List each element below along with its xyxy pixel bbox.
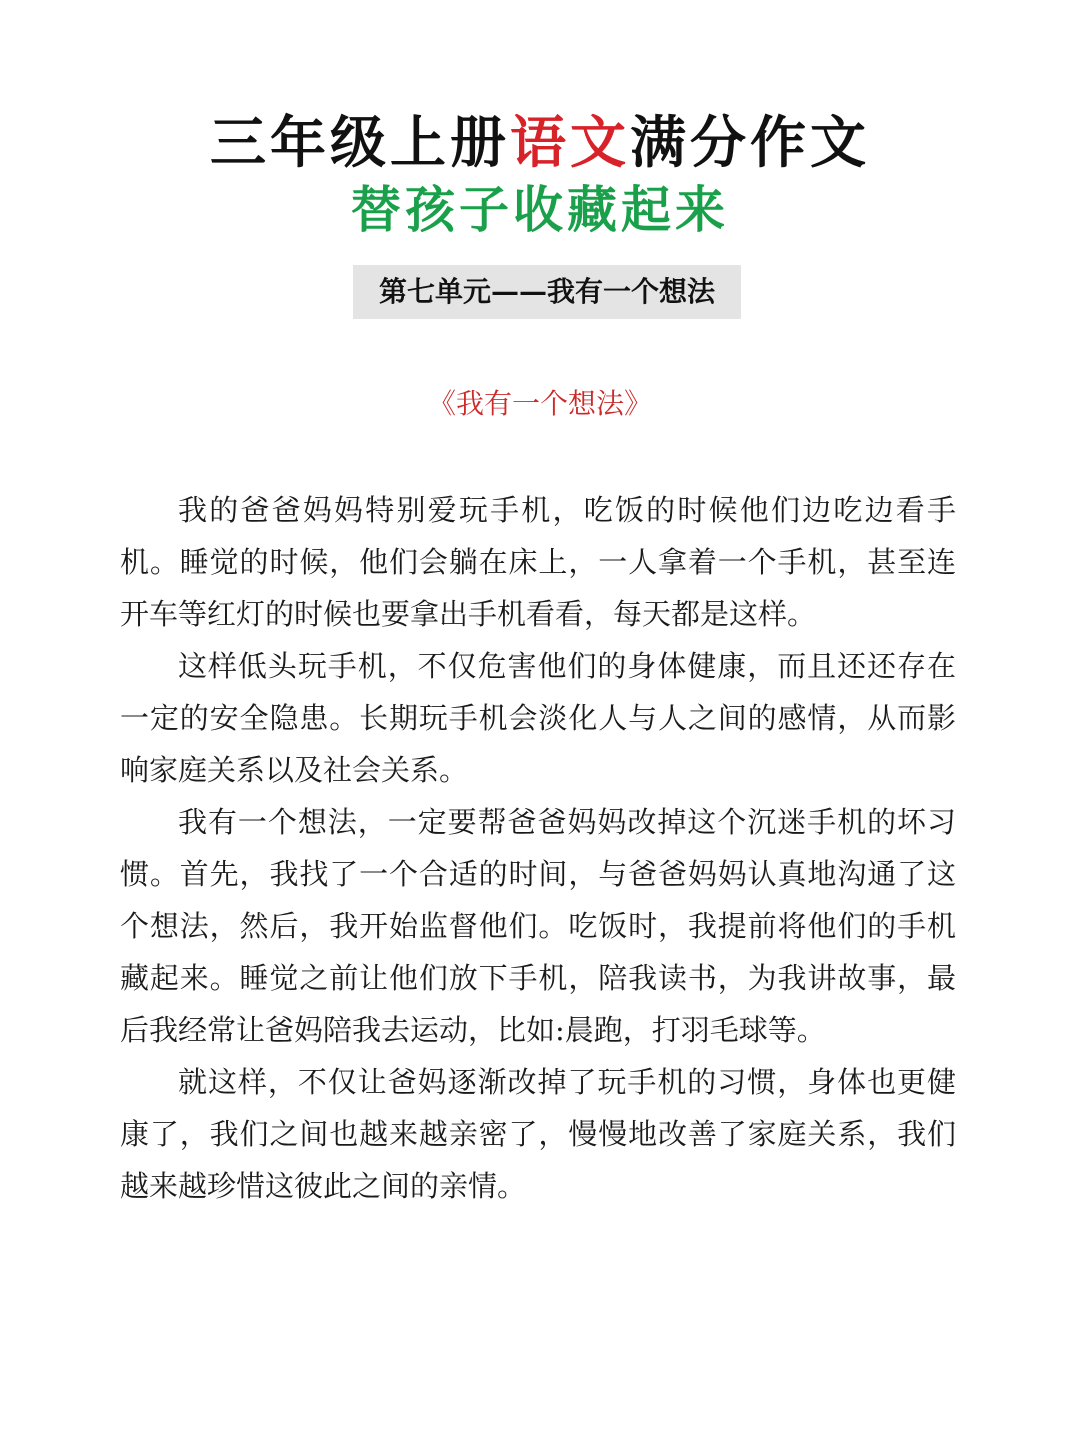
essay-paragraph: 我的爸爸妈妈特别爱玩手机，吃饭的时候他们边吃边看手机。睡觉的时候，他们会躺在床上，一人拿着一个手机，甚至连开车等红灯的时候也要拿出手机看看，每天都是这样。: [120, 493, 956, 631]
title-part-subject: 语文: [510, 111, 630, 176]
essay-title: 《我有一个想法》: [427, 387, 652, 420]
title-part-essay: 满分作文: [630, 111, 870, 176]
unit-label: 第七单元——我有一个想法: [353, 265, 741, 319]
essay-paragraph: 我有一个想法，一定要帮爸爸妈妈改掉这个沉迷手机的坏习惯。首先，我找了一个合适的时间，与爸爸妈妈认真地沟通了这个想法，然后，我开始监督他们。吃饭时，我提前将他们的手机藏起来。睡觉之前让他们放下手机，陪我读书，为我讲故事，最后我经常让爸妈陪我去运动，比如:晨跑，打羽毛球等。: [120, 805, 956, 1047]
page-subtitle: 替孩子收藏起来: [351, 181, 729, 239]
title-part-grade: 三年级上册: [210, 111, 510, 176]
essay-body: [120, 484, 956, 1212]
page-title: [0, 108, 1080, 180]
essay-paragraph: 这样低头玩手机，不仅危害他们的身体健康，而且还还存在一定的安全隐患。长期玩手机会淡化人与人之间的感情，从而影响家庭关系以及社会关系。: [120, 649, 956, 787]
essay-paragraph: 就这样，不仅让爸妈逐渐改掉了玩手机的习惯，身体也更健康了，我们之间也越来越亲密了，慢慢地改善了家庭关系，我们越来越珍惜这彼此之间的亲情。: [120, 1065, 956, 1203]
